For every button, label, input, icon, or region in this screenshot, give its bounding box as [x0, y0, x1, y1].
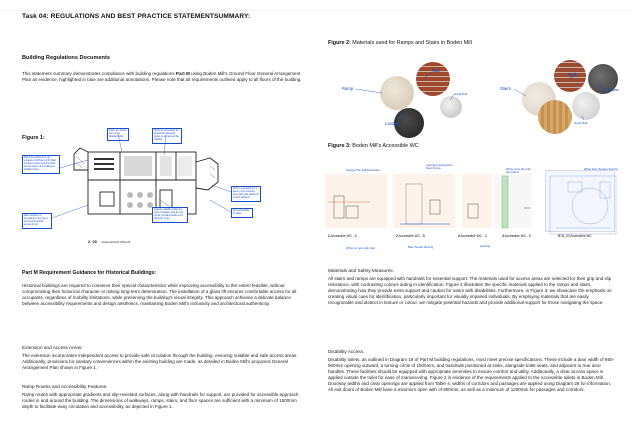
wc-drawings — [320, 168, 625, 238]
stair-nose-label: Stair Nose — [604, 88, 619, 92]
caption-number: 2_00 — [88, 239, 97, 244]
stairs-handrail-label: Hand Rail — [574, 121, 588, 125]
disability-paragraph: Disability toilets, as outlined in Diagram 18 of Part M building regulations, must meet precise specifications. These include a door width of 850-900mm opening outward, a turning circle of 1500mm, and handrails positioned at sinks, alongside toilet seats, and adjacent to rear door handles. These facilities should be equipped with appropriate amenities to ensure comfort and utility. Additionally, a clear access space is applied outside the toilet for ease of manoeuvring. Figure 2 is evidence of the requirements applied to the Accessible toilets in Boden Mill. Doorway widths and clear openings are applied from Table 4, widths of corridors and passages are applied using Diagram 28 for information. All exit doors of Boden Mill have a minimum open with of 900mm, as well as a minimum of 1200mm for passages and corridors. — [328, 357, 615, 393]
wc-caption-5 — [558, 234, 592, 238]
wc-caption-1-num: 1 — [328, 234, 330, 238]
figure3-label: Figure 3: — [328, 143, 351, 149]
wc-caption-3 — [458, 234, 487, 238]
ramp-handrail-label: Hand Rail — [454, 92, 468, 96]
wc-caption-4 — [502, 234, 531, 238]
wc-annot-outer-tile: White outer tile wall decoration — [506, 167, 531, 175]
figure1-title: Figure 1: — [22, 135, 45, 141]
wc-caption-2-num: 2 — [396, 234, 398, 238]
annotation-main-entrance: Main entrance is accessible to the street and level threshold access for all. — [22, 213, 52, 229]
wc-caption-5-num: 5 — [558, 234, 560, 238]
wc-caption-2-label: Accessible WC - B — [398, 234, 425, 238]
guidance-paragraph: Historical buildings are required to conserve their special characteristics while improving accessibility to the extent feasible, without compromising their historical character or risking long-term deterioration. The installation of a glass lift ensures comfortable access for all occupants, regardless of mobility limitations, while preserving the building's visual integrity. This approach achieves a delicate balance between accessibility requirements and design aesthetics, maintaining Boden Mill's inclusivity and architectural authenticity. — [22, 283, 297, 307]
wc-caption-1-label: Accessible WC - A — [330, 234, 357, 238]
section-title: Building Regulations Documents — [22, 55, 110, 61]
caption-text: Ground Floor Plan M — [101, 240, 131, 244]
intro-text-end: using Boden Mill's Ground Floor General Arrangement Plan as evidence; highlighted in blue are additional annotations. Please note that all requirements outlined apply to all floors of the building. — [22, 71, 302, 83]
wc-caption-5-label: 05_00 Accessible WC — [560, 234, 592, 238]
ramp-landing-label: Landing — [385, 121, 400, 126]
figure3-subtitle: Boden Mill's Accessible WC — [352, 143, 419, 149]
annotation-double-door: Doors are double door to the disabled toilet. — [107, 128, 129, 141]
annotation-seating: Seating available within the main circulation area for rest points, providing tactile cues along the route. — [152, 207, 188, 223]
figure2-label: Figure 2: — [328, 40, 351, 46]
task-title: Task 04: REGULATIONS AND BEST PRACTICE STATEMENTSUMMARY: — [22, 13, 251, 20]
disability-title: Disability Access: — [328, 349, 365, 354]
annotation-steps: Steps are accessible for wheelchair approach routes in and around the building. — [152, 128, 182, 144]
ramp-title: Ramp Routes and Accessibility Features: — [22, 384, 108, 389]
wc-annot-flooring: White Spin Tension flooring — [584, 167, 618, 171]
guidance-title: Part M Requirement Guidance for Historical Buildings: — [22, 270, 157, 276]
ramp-wall-label: Wall — [432, 68, 440, 73]
annotation-door-family: Door is accessible for a family of the entrance area, with wide landing to remain sufficient. — [231, 186, 261, 202]
ramp-label: Ramp — [342, 86, 354, 91]
wc-caption-1 — [328, 234, 357, 238]
wc-caption-4-label: Accessible WC - D — [504, 234, 532, 238]
annotation-ramp-entrance: Ramp accessible from the entrance of all floors & lift. Main entrance meets level threshold access point to the building for disabled users. — [22, 155, 60, 174]
wc-caption-3-label: Accessible WC - C — [460, 234, 488, 238]
wc-caption-4-num: 4 — [502, 234, 504, 238]
materials-paragraph: All stairs and ramps are equipped with handrails for essential support. The materials used for access areas are selected for their grip and slip resistance, with contrasting colours aiding in identification. Figure 2 illustrates the specific materials applied to the ramps and stairs, demonstrating how they provide extra support and caution for users with disabilities. Furthermore, in Figure 3, we showcase the emphasis on creating visual cues for identification, particularly important for visually impaired individuals. By employing materials that are easily recognizable and distinct in texture or colour, we mitigate potential hazards and provide additional support for those navigating the space. — [328, 276, 612, 306]
figure3-title — [328, 143, 419, 149]
intro-bold-part-m: Part M — [175, 71, 190, 76]
annotation-toilets: Area accessible in toilets. — [231, 208, 253, 218]
wc-annot-skirting: Blue Tensile Skirting — [408, 245, 434, 249]
wc-annot-orange-tile: Orange Tile wall Decoration — [346, 168, 381, 172]
stairs-label: Stairs — [500, 86, 511, 91]
wc-annot-landing: Landing — [480, 244, 490, 248]
intro-text-start: This statement summary demonstrates compliance with building regulations — [22, 71, 176, 76]
wc-caption-3-num: 3 — [458, 234, 460, 238]
extension-title: Extension and Access Areas: — [22, 345, 83, 350]
wc-annot-door-frame: Contrast visual colour Door Frame — [426, 163, 453, 171]
extension-paragraph: The extension incorporates independent access to provide safe circulation through the building, ensuring suitable and safe access areas. Additionally, provisions for sanitary conveniences within the existing building are made, as detailed in Boden Mill's proposed General Arrangement Plan shown in Figure 1. — [22, 353, 298, 371]
stairs-wall-label: Wall — [568, 72, 576, 77]
wc-annot-grab-rails: White on pan grab rails — [346, 246, 375, 250]
figure2-subtitle: Materials used for Ramps and Stairs in Boden Mill — [352, 40, 472, 46]
wc-caption-2 — [396, 234, 425, 238]
materials-title: Materials and Safety Measures: — [328, 268, 394, 273]
ramp-paragraph: Ramp routes with appropriate gradients and slip-resistant surfaces, along with handrails for support, are provided for accessible approach routes in and around the building. The dimensions of walkways, ramps, stairs, and floor spaces are sufficient with a minimum of 1500mm depth to facilitate easy circulation and accessibility, as depicted in Figure 1. — [22, 392, 299, 410]
